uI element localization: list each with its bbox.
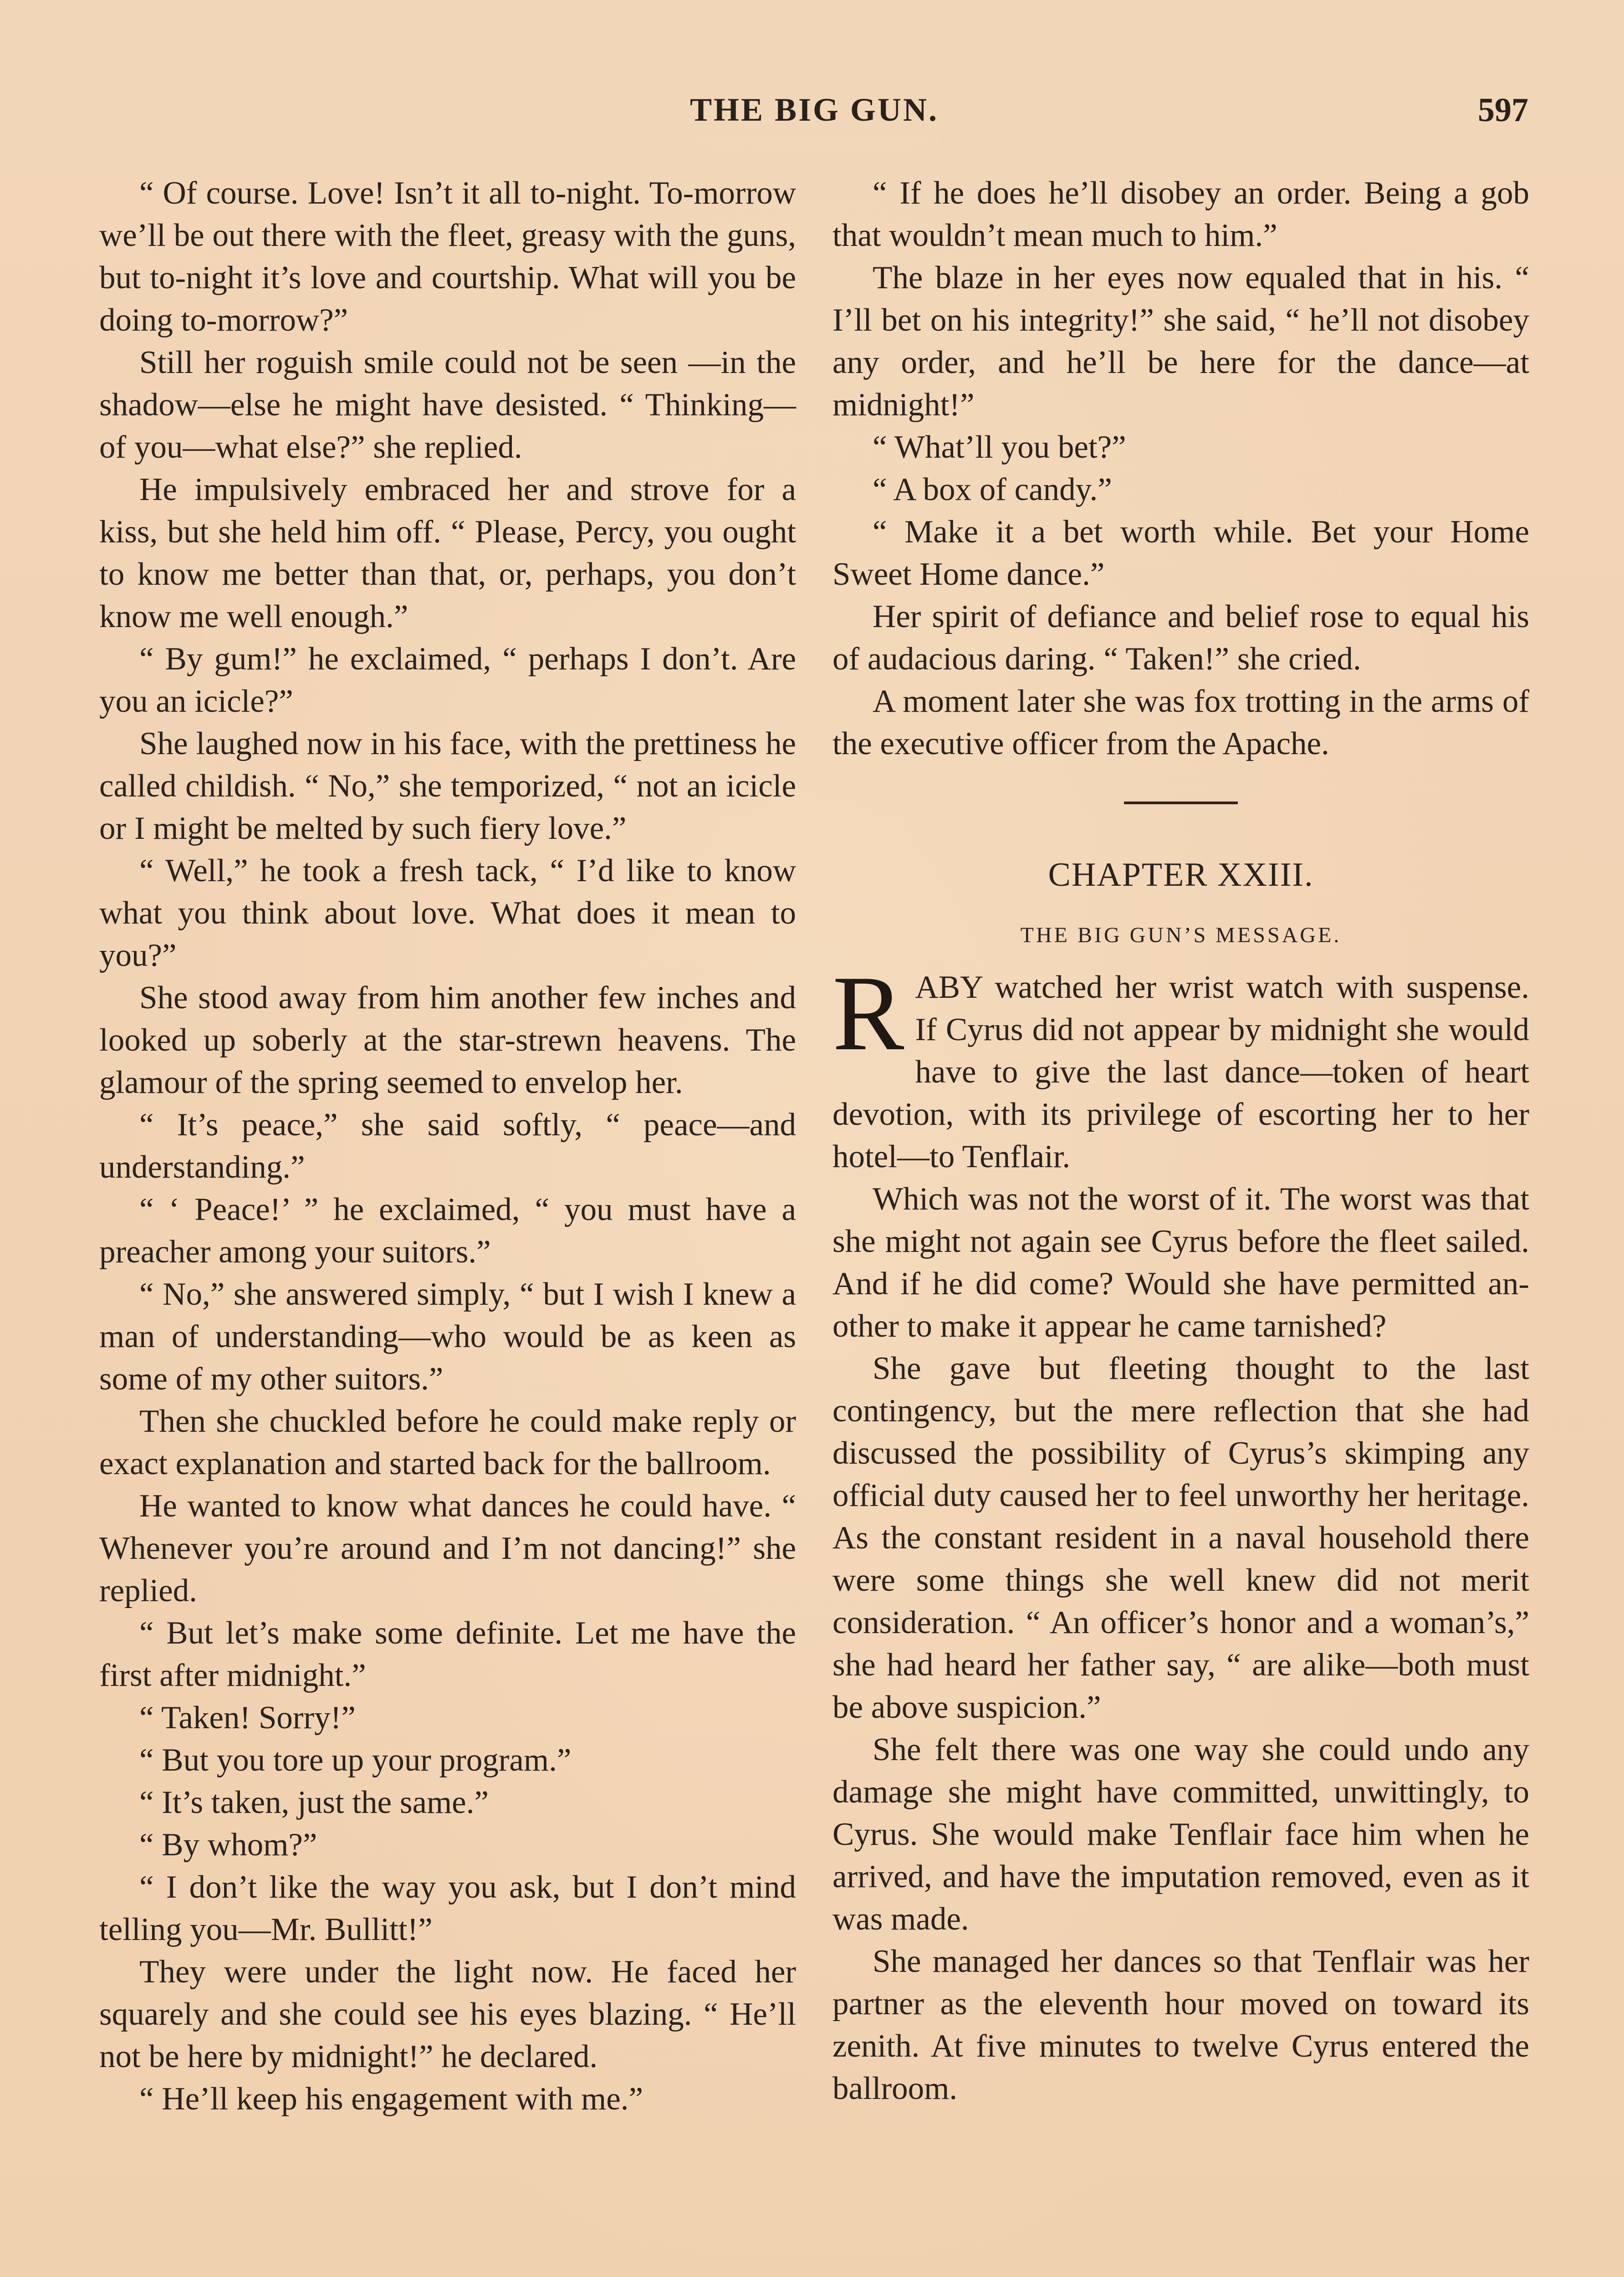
right-column bbox=[832, 172, 1529, 2110]
paragraph: Then she chuckled before he could make reply or exact explanation and started back for the ballroom. bbox=[99, 1404, 796, 1481]
paragraph: “ It’s taken, just the same.” bbox=[139, 1785, 489, 1820]
chapter-subtitle: THE BIG GUN’S MESSAGE. bbox=[1020, 923, 1342, 947]
paragraph: She managed her dances so that Tenflair was her partner as the eleventh hour moved on toward its zenith. At five minutes to twelve Cyrus entered the ballroom. bbox=[832, 1944, 1529, 2106]
paragraph: “ What’ll you bet?” bbox=[873, 429, 1126, 465]
opening-text: ABY watched her wrist watch with suspense. If Cyrus did not appear by midnight she would have to give the last dance—token of heart devotion, with its privilege of escorting her to her hotel—to Tenflair. bbox=[832, 970, 1529, 1174]
paragraph: Her spirit of defiance and belief rose to equal his of audacious daring. “ Taken!” she cried. bbox=[832, 599, 1529, 677]
paragraph: She felt there was one way she could undo any damage she might have committed, unwittingly, to Cyrus. She would make Tenflair face him when he arrived, and have the imputation removed, even as it was made. bbox=[832, 1732, 1529, 1937]
paragraph: A moment later she was fox trotting in the arms of the executive officer from the Apache. bbox=[832, 684, 1529, 761]
paragraph: Still her roguish smile could not be seen —in the shadow—else he might have desisted. “ Thinking—of you—what else?” she replied. bbox=[99, 345, 796, 465]
paragraph: “ No,” she answered simply, “ but I wish I knew a man of understanding—who would be as keen as some of my other suitors.” bbox=[99, 1276, 796, 1397]
running-head bbox=[100, 91, 1528, 141]
paragraph: She stood away from him another few inches and looked up soberly at the star-strewn heavens. The glamour of the spring seemed to envelop her. bbox=[99, 980, 796, 1100]
chapter-opening-paragraph bbox=[832, 954, 1529, 1178]
paragraph: “ ‘ Peace!’ ” he exclaimed, “ you must have a preacher among your suitors.” bbox=[99, 1192, 796, 1270]
paragraph: “ Make it a bet worth while. Bet your Home Sweet Home dance.” bbox=[832, 514, 1529, 592]
chapter-heading: CHAPTER XXIII. bbox=[1048, 856, 1314, 893]
paragraph: “ By gum!” he exclaimed, “ perhaps I don’t. Are you an icicle?” bbox=[99, 641, 796, 719]
paragraph: “ Of course. Love! Isn’t it all to-night. To-morrow we’ll be out there with the fleet, greasy with the guns, but to-night it’s love and courtship. What will you be doing to-morrow?” bbox=[99, 175, 797, 338]
paragraph: She laughed now in his face, with the prettiness he called childish. “ No,” she temporized, “ not an icicle or I might be melted by such fiery love.” bbox=[99, 726, 796, 846]
left-column bbox=[99, 172, 796, 2120]
drop-cap: R bbox=[832, 954, 904, 1073]
paragraph: “ If he does he’ll disobey an order. Being a gob that wouldn’t mean much to him.” bbox=[832, 175, 1529, 253]
paragraph: “ It’s peace,” she said softly, “ peace—and understanding.” bbox=[99, 1107, 796, 1185]
paragraph: “ A box of candy.” bbox=[873, 472, 1112, 507]
paragraph: They were under the light now. He faced her squarely and she could see his eyes blazing. “ He’ll not be here by midnight!” he declared. bbox=[99, 1954, 796, 2074]
paragraph: “ Well,” he took a fresh tack, “ I’d like to know what you think about love. What does it mean to you?” bbox=[99, 853, 796, 973]
paragraph: “ Taken! Sorry!” bbox=[139, 1700, 356, 1736]
paragraph: “ He’ll keep his engagement with me.” bbox=[139, 2081, 643, 2117]
running-title: THE BIG GUN. bbox=[689, 92, 939, 128]
paragraph: Which was not the worst of it. The worst was that she might not again see Cyrus before the fleet sailed. And if he did come? Would she have permitted another to make it appear he came tarnished? bbox=[832, 1181, 1529, 1344]
paragraph: He wanted to know what dances he could have. “ Whenever you’re around and I’m not dancing!” she replied. bbox=[99, 1488, 796, 1608]
paragraph: She gave but fleeting thought to the last contingency, but the mere reflection that she had discussed the possibility of Cyrus’s skimping any official duty caused her to feel unworthy her heritage. As the constant resident in a naval household there were some things she well knew did not merit consideration. “ An officer’s honor and a woman’s,” she had heard her father say, “ are alike—both must be above suspicion.” bbox=[832, 1351, 1529, 1725]
page-number: 597 bbox=[1478, 92, 1528, 129]
paragraph: He impulsively embraced her and strove for a kiss, but she held him off. “ Please, Percy, you ought to know me better than that, or, perhaps, you don’t know me well enough.” bbox=[99, 472, 796, 634]
section-divider bbox=[1124, 802, 1238, 804]
paragraph: “ I don’t like the way you ask, but I don’t mind telling you—Mr. Bullitt!” bbox=[99, 1869, 796, 1947]
paragraph: “ But let’s make some definite. Let me have the first after midnight.” bbox=[99, 1615, 796, 1693]
paragraph: The blaze in her eyes now equaled that in his. “ I’ll bet on his integrity!” she said, “ he’ll not disobey any order, and he’ll be here for the dance—at midnight!” bbox=[832, 260, 1529, 423]
paragraph: “ But you tore up your program.” bbox=[139, 1742, 572, 1778]
paragraph: “ By whom?” bbox=[139, 1827, 317, 1863]
